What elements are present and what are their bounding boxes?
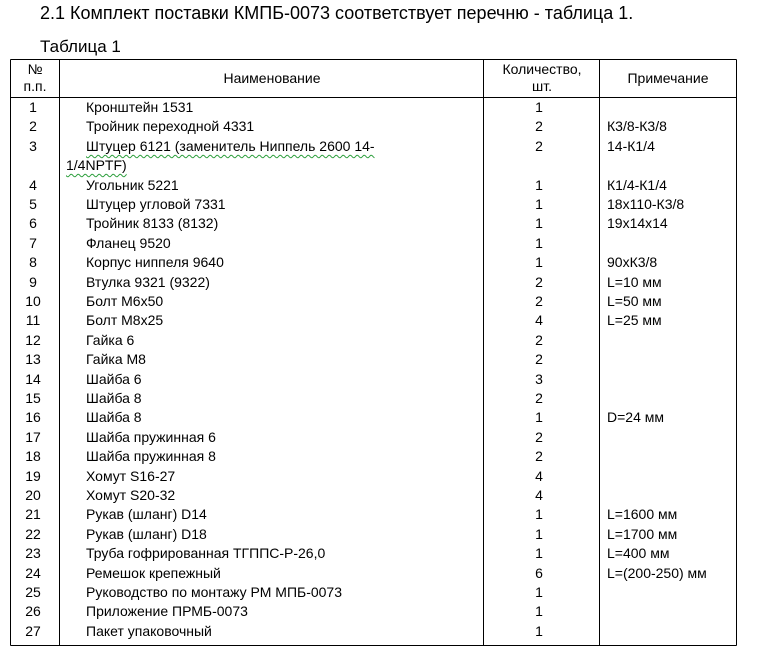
item-name: Штуцер 6121 (заменитель Ниппель 2600 14-1/4NPTF)	[66, 137, 375, 174]
section-heading: 2.1 Комплект поставки КМПБ-0073 соответствует перечню - таблица 1.	[40, 3, 634, 23]
item-note: L=400 мм	[607, 545, 670, 562]
item-quantity: 4	[535, 312, 543, 329]
row-number: 17	[25, 428, 41, 445]
row-number: 9	[29, 273, 37, 290]
item-quantity: 2	[535, 118, 543, 135]
item-quantity: 1	[535, 545, 543, 562]
item-note: D=24 мм	[607, 409, 664, 426]
item-quantity: 1	[535, 506, 543, 523]
row-number: 27	[25, 622, 41, 639]
row-number: 6	[29, 215, 37, 232]
item-note: К3/8-К3/8	[607, 118, 667, 135]
item-quantity: 2	[535, 351, 543, 368]
row-number: 15	[25, 390, 41, 406]
row-number: 22	[25, 525, 41, 542]
row-number: 13	[25, 351, 41, 368]
item-name: Гайка М8	[86, 351, 146, 368]
item-name: Ремешок крепежный	[86, 564, 221, 581]
row-number: 10	[25, 293, 41, 309]
row-number: 20	[25, 487, 41, 503]
item-name: Гайка 6	[86, 331, 135, 348]
row-number: 24	[25, 564, 41, 581]
item-name: Шайба 8	[86, 409, 142, 426]
item-quantity: 2	[535, 428, 543, 445]
header-name: Наименование	[223, 69, 321, 86]
item-note: L=1600 мм	[607, 506, 678, 523]
row-number: 4	[29, 176, 37, 193]
row-number: 2	[29, 118, 37, 135]
item-note: 18х110-К3/8	[607, 196, 685, 212]
item-note: L=25 мм	[607, 312, 662, 329]
item-name: Втулка 9321 (9322)	[86, 273, 210, 290]
item-name: Хомут S20-32	[86, 487, 176, 503]
row-number: 12	[25, 331, 41, 348]
row-number: 8	[29, 254, 37, 271]
item-quantity: 4	[535, 467, 543, 484]
row-number: 5	[29, 196, 37, 212]
item-note: К1/4-К1/4	[607, 176, 667, 193]
item-name: Руководство по монтажу РМ МПБ-0073	[86, 584, 343, 600]
item-name: Шайба пружинная 6	[86, 428, 216, 445]
row-number: 3	[29, 137, 37, 154]
row-number: 18	[25, 448, 41, 465]
item-note: 19х14х14	[607, 215, 668, 232]
item-quantity: 1	[535, 176, 543, 193]
item-name: Фланец 9520	[86, 234, 171, 251]
item-quantity: 2	[535, 273, 543, 290]
item-quantity: 1	[535, 215, 543, 232]
item-name: Шайба 6	[86, 370, 142, 387]
item-name: Кронштейн 1531	[86, 99, 194, 115]
item-note: 90хК3/8	[607, 254, 658, 271]
item-name: Шайба пружинная 8	[86, 448, 216, 465]
item-name: Угольник 5221	[86, 176, 179, 193]
item-name: Болт М8х25	[86, 312, 164, 329]
item-note: L=(200-250) мм	[607, 564, 707, 581]
item-name: Корпус ниппеля 9640	[86, 254, 224, 271]
header-num: № п.п.	[23, 61, 47, 94]
item-name: Труба гофрированная ТГППС-Р-26,0	[86, 545, 326, 562]
item-quantity: 2	[535, 448, 543, 465]
item-name: Приложение ПРМБ-0073	[86, 603, 248, 620]
item-quantity: 6	[535, 564, 543, 581]
item-quantity: 4	[535, 487, 543, 503]
item-quantity: 1	[535, 409, 543, 426]
item-quantity: 1	[535, 254, 543, 271]
item-name: Рукав (шланг) D14	[86, 506, 207, 523]
item-quantity: 1	[535, 234, 543, 251]
item-note: L=10 мм	[607, 273, 662, 290]
item-quantity: 2	[535, 331, 543, 348]
row-number: 23	[25, 545, 41, 562]
item-quantity: 1	[535, 603, 543, 620]
item-quantity: 1	[535, 196, 543, 212]
item-note: 14-К1/4	[607, 137, 655, 154]
row-number: 25	[25, 584, 41, 600]
item-quantity: 1	[535, 622, 543, 639]
item-name: Болт М6х50	[86, 293, 164, 309]
row-number: 19	[25, 467, 41, 484]
item-quantity: 2	[535, 137, 543, 154]
item-name: Рукав (шланг) D18	[86, 525, 207, 542]
item-quantity: 2	[535, 293, 543, 309]
item-quantity: 1	[535, 525, 543, 542]
row-number: 14	[25, 370, 41, 387]
row-number: 1	[29, 99, 37, 115]
row-number: 16	[25, 409, 41, 426]
item-quantity: 1	[535, 584, 543, 600]
item-quantity: 3	[535, 370, 543, 387]
item-note: L=50 мм	[607, 293, 662, 309]
item-name: Хомут S16-27	[86, 467, 176, 484]
row-number: 7	[29, 234, 37, 251]
item-name: Тройник 8133 (8132)	[86, 215, 219, 232]
header-qty: Количество, шт.	[502, 61, 582, 94]
item-name: Тройник переходной 4331	[86, 118, 255, 135]
item-note: L=1700 мм	[607, 525, 678, 542]
table-caption: Таблица 1	[40, 37, 121, 56]
item-quantity: 2	[535, 390, 543, 406]
item-name: Шайба 8	[86, 390, 142, 406]
supply-table	[10, 59, 737, 646]
row-number: 11	[25, 312, 41, 329]
row-number: 26	[25, 603, 41, 620]
item-name: Пакет упаковочный	[86, 622, 212, 639]
row-number: 21	[25, 506, 41, 523]
item-name: Штуцер угловой 7331	[86, 196, 226, 212]
item-quantity: 1	[535, 99, 543, 115]
header-note: Примечание	[627, 69, 709, 86]
